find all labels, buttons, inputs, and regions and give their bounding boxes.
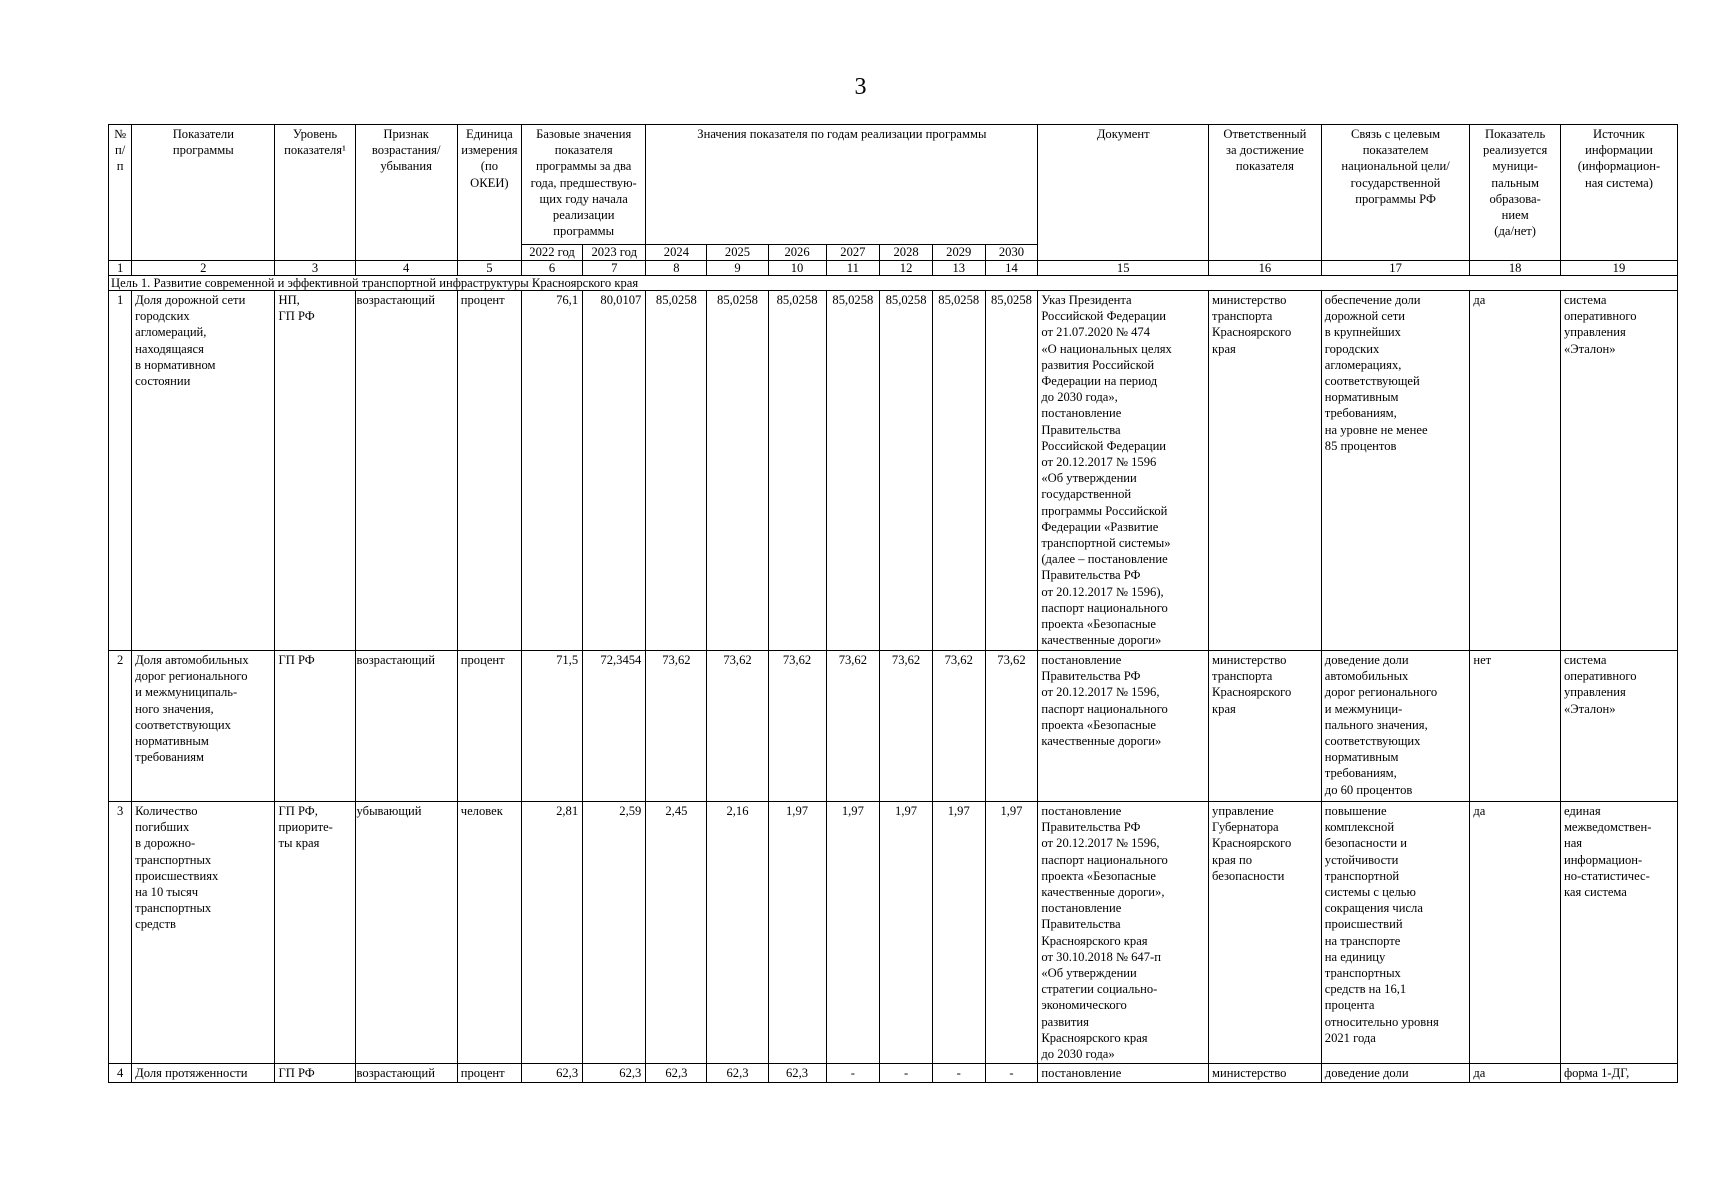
year-value: 73,62 (768, 651, 826, 802)
header-year-values: Значения показателя по годам реализации программы (646, 125, 1038, 245)
info-source: система оперативного управления «Эталон» (1560, 651, 1677, 802)
municipal-flag: да (1470, 291, 1561, 651)
year-cell: 2024 (646, 245, 707, 261)
year-value: 85,0258 (707, 291, 768, 651)
table-row (109, 802, 1678, 1064)
year-value: - (932, 1064, 985, 1083)
column-number: 16 (1209, 261, 1322, 276)
column-number: 12 (880, 261, 933, 276)
header-trend: Признак возрастания/ убывания (355, 125, 457, 261)
municipal-flag: нет (1470, 651, 1561, 802)
year-value: 62,3 (707, 1064, 768, 1083)
year-value: - (826, 1064, 880, 1083)
base-value: 71,5 (522, 651, 583, 802)
indicator-name: Количество погибших в дорожно- транспортных происшествиях на 10 тысяч транспортных средств (132, 802, 275, 1064)
header-source: Источник информации (информацион- ная система) (1560, 125, 1677, 261)
info-source: единая межведомствен- ная информацион- но-статистичес- кая система (1560, 802, 1677, 1064)
header-responsible: Ответственный за достижение показателя (1209, 125, 1322, 261)
municipal-flag: да (1470, 1064, 1561, 1083)
indicator-level: ГП РФ (275, 651, 355, 802)
header-link: Связь с целевым показателем национальной цели/ государственной программы РФ (1321, 125, 1470, 261)
year-cell: 2026 (768, 245, 826, 261)
indicator-trend: возрастающий (355, 651, 457, 802)
base-value: 2,59 (583, 802, 646, 1064)
row-number: 2 (109, 651, 132, 802)
target-link: доведение доли (1321, 1064, 1470, 1083)
header-municipal: Показатель реализуется муници- пальным образова- нием (да/нет) (1470, 125, 1561, 261)
year-value: 62,3 (768, 1064, 826, 1083)
document: постановление Правительства РФ от 20.12.2017 № 1596, паспорт национального проекта «Безопасные качественные дороги» (1038, 651, 1209, 802)
header-num: № п/п (109, 125, 132, 261)
indicator-level: ГП РФ, приорите- ты края (275, 802, 355, 1064)
year-value: 1,97 (826, 802, 880, 1064)
year-value: 73,62 (985, 651, 1038, 802)
target-link: доведение доли автомобильных дорог регионального и межмуници- пального значения, соответствующих нормативным требованиям, до 60 процентов (1321, 651, 1470, 802)
indicator-level: НП, ГП РФ (275, 291, 355, 651)
indicator-level: ГП РФ (275, 1064, 355, 1083)
year-cell: 2027 (826, 245, 880, 261)
document: постановление (1038, 1064, 1209, 1083)
column-number: 6 (522, 261, 583, 276)
header-row (109, 125, 1678, 245)
year-cell: 2025 (707, 245, 768, 261)
year-value: - (880, 1064, 933, 1083)
responsible: министерство транспорта Красноярского края (1209, 291, 1322, 651)
header-base-values: Базовые значения показателя программы за два года, предшествую- щих году начала реализации программы (522, 125, 646, 245)
target-link: повышение комплексной безопасности и устойчивости транспортной системы с целью сокращения числа происшествий на транспорте на единицу транспортных средств на 16,1 процента относительно уровня 2021 года (1321, 802, 1470, 1064)
info-source: система оперативного управления «Эталон» (1560, 291, 1677, 651)
page-number: 3 (854, 74, 867, 100)
base-value: 76,1 (522, 291, 583, 651)
table-row (109, 1064, 1678, 1083)
column-number: 14 (985, 261, 1038, 276)
indicator-trend: возрастающий (355, 1064, 457, 1083)
column-number: 1 (109, 261, 132, 276)
row-number: 3 (109, 802, 132, 1064)
year-value: 1,97 (985, 802, 1038, 1064)
table-row (109, 291, 1678, 651)
year-cell: 2030 (985, 245, 1038, 261)
column-number: 7 (583, 261, 646, 276)
year-value: 85,0258 (768, 291, 826, 651)
indicator-name: Доля дорожной сети городских агломераций, находящаяся в нормативном состоянии (132, 291, 275, 651)
column-number: 3 (275, 261, 355, 276)
column-number: 15 (1038, 261, 1209, 276)
column-number: 18 (1470, 261, 1561, 276)
year-value: 85,0258 (932, 291, 985, 651)
year-value: 62,3 (646, 1064, 707, 1083)
base-value: 62,3 (522, 1064, 583, 1083)
header-unit: Единица измерения (по ОКЕИ) (457, 125, 521, 261)
base-value: 62,3 (583, 1064, 646, 1083)
base-year: 2022 год (522, 245, 583, 261)
column-number-row (109, 261, 1678, 276)
goal-row (109, 276, 1678, 291)
column-number: 17 (1321, 261, 1470, 276)
year-cell: 2028 (880, 245, 933, 261)
year-value: 85,0258 (985, 291, 1038, 651)
year-value: - (985, 1064, 1038, 1083)
column-number: 10 (768, 261, 826, 276)
year-value: 73,62 (707, 651, 768, 802)
year-value: 1,97 (932, 802, 985, 1064)
column-number: 13 (932, 261, 985, 276)
header-level: Уровень показателя¹ (275, 125, 355, 261)
indicator-name: Доля протяженности (132, 1064, 275, 1083)
document: Указ Президента Российской Федерации от 21.07.2020 № 474 «О национальных целях развития Российской Федерации на период до 2030 года», постановление Правительства Российской Федерации от 20.12.2017 № 1596 «Об утверждении государственной программы Российской Федерации «Развитие транспортной системы» (далее – постановление Правительства РФ от 20.12.2017 № 1596), паспорт национального проекта «Безопасные качественные дороги» (1038, 291, 1209, 651)
table-row (109, 651, 1678, 802)
base-year: 2023 год (583, 245, 646, 261)
year-value: 2,16 (707, 802, 768, 1064)
indicator-name: Доля автомобильных дорог регионального и межмуниципаль- ного значения, соответствующих нормативным требованиям (132, 651, 275, 802)
target-link: обеспечение доли дорожной сети в крупнейших городских агломерациях, соответствующей нормативным требованиям, на уровне не менее 85 процентов (1321, 291, 1470, 651)
column-number: 11 (826, 261, 880, 276)
indicators-table (108, 124, 1678, 1083)
year-value: 85,0258 (880, 291, 933, 651)
indicator-unit: процент (457, 291, 521, 651)
year-value: 1,97 (768, 802, 826, 1064)
year-value: 85,0258 (826, 291, 880, 651)
row-number: 4 (109, 1064, 132, 1083)
header-document: Документ (1038, 125, 1209, 261)
column-number: 2 (132, 261, 275, 276)
column-number: 8 (646, 261, 707, 276)
responsible: министерство транспорта Красноярского края (1209, 651, 1322, 802)
year-value: 1,97 (880, 802, 933, 1064)
indicator-trend: убывающий (355, 802, 457, 1064)
column-number: 9 (707, 261, 768, 276)
row-number: 1 (109, 291, 132, 651)
indicator-unit: человек (457, 802, 521, 1064)
goal-title: Цель 1. Развитие современной и эффективной транспортной инфраструктуры Красноярского края (109, 276, 1678, 291)
indicator-unit: процент (457, 651, 521, 802)
responsible: управление Губернатора Красноярского края по безопасности (1209, 802, 1322, 1064)
indicator-unit: процент (457, 1064, 521, 1083)
header-indicators: Показатели программы (132, 125, 275, 261)
base-value: 2,81 (522, 802, 583, 1064)
base-value: 72,3454 (583, 651, 646, 802)
year-value: 73,62 (880, 651, 933, 802)
indicator-trend: возрастающий (355, 291, 457, 651)
info-source: форма 1-ДГ, (1560, 1064, 1677, 1083)
year-value: 85,0258 (646, 291, 707, 651)
column-number: 19 (1560, 261, 1677, 276)
year-cell: 2029 (932, 245, 985, 261)
base-value: 80,0107 (583, 291, 646, 651)
year-value: 73,62 (932, 651, 985, 802)
responsible: министерство (1209, 1064, 1322, 1083)
year-value: 73,62 (826, 651, 880, 802)
municipal-flag: да (1470, 802, 1561, 1064)
document: постановление Правительства РФ от 20.12.2017 № 1596, паспорт национального проекта «Безопасные качественные дороги», постановление Правительства Красноярского края от 30.10.2018 № 647-п «Об утверждении стратегии социально- экономического развития Красноярского края до 2030 года» (1038, 802, 1209, 1064)
column-number: 5 (457, 261, 521, 276)
year-value: 73,62 (646, 651, 707, 802)
column-number: 4 (355, 261, 457, 276)
year-value: 2,45 (646, 802, 707, 1064)
